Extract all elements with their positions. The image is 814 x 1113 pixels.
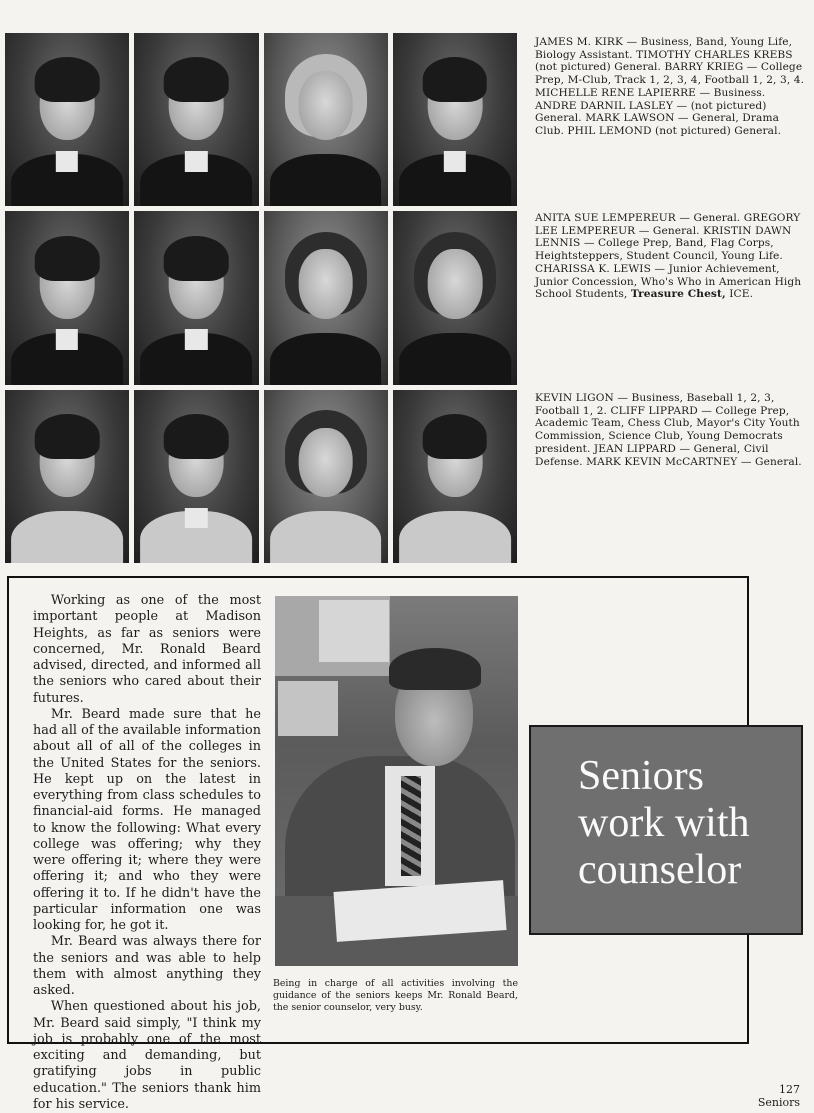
counselor-photo bbox=[275, 596, 518, 966]
caption-row-2-text: ANITA SUE LEMPEREUR — General. GREGORY LEE LEMPEREUR — General. KRISTIN DAWN LENNIS — College Prep, Band, Flag Corps, Heightsteppers, Student Council, Young Life. CHARISSA K. LEWIS — Junior Achievement, Junior Concession, Who's Who in American High School Students, bbox=[535, 212, 802, 301]
portrait-photo bbox=[134, 390, 258, 563]
portrait-photo bbox=[264, 390, 388, 563]
portrait-photo bbox=[264, 33, 388, 206]
portrait-photo bbox=[393, 33, 517, 206]
headline-box bbox=[529, 725, 803, 935]
caption-row-2-bold: Treasure Chest, bbox=[630, 288, 726, 301]
article-paragraph: Working as one of the most important people at Madison Heights, as far as seniors were concerned, Mr. Ronald Beard advised, directed, and informed all the seniors who cared about their futures. bbox=[33, 593, 261, 706]
senior-portrait-grid bbox=[5, 33, 517, 563]
portrait-photo bbox=[393, 390, 517, 563]
article-paragraph: Mr. Beard made sure that he had all of the available information about all of all of the colleges in the United States for the seniors. He kept up on the latest in everything from class schedules to financial-aid forms. He managed to know the following: What every college was offering; why they were offering it; where they were offering it; and who they were offering it to. If he didn't have the particular information one was looking for, he got it. bbox=[33, 706, 261, 933]
caption-row-2 bbox=[535, 212, 805, 301]
portrait-photo bbox=[134, 211, 258, 384]
portrait-photo bbox=[393, 211, 517, 384]
caption-row-3: KEVIN LIGON — Business, Baseball 1, 2, 3, Football 1, 2. CLIFF LIPPARD — College Prep, Academic Team, Chess Club, Mayor's City Youth Commission, Science Club, Young Democrats president. JEAN LIPPARD — General, Civil Defense. MARK KEVIN McCARTNEY — General. bbox=[535, 392, 802, 468]
headline: Seniors work with counselor bbox=[578, 753, 750, 894]
caption-row-2-end: ICE. bbox=[725, 288, 754, 301]
photo-caption: Being in charge of all activities involving the guidance of the seniors keeps Mr. Ronald Beard, the senior counselor, very busy. bbox=[273, 978, 518, 1014]
article-paragraph: When questioned about his job, Mr. Beard said simply, "I think my job is probably one of the most exciting and demanding, but gratifying jobs in public education." The seniors thank him for his service. bbox=[33, 999, 261, 1112]
caption-row-1: JAMES M. KIRK — Business, Band, Young Life, Biology Assistant. TIMOTHY CHARLES KREBS (not pictured) General. BARRY KRIEG — College Prep, M-Club, Track 1, 2, 3, 4, Football 1, 2, 3, 4. MICHELLE RENE LAPIERRE — Business. ANDRE DARNIL LASLEY — (not pictured) General. MARK LAWSON — General, Drama Club. PHIL LEMOND (not pictured) General. bbox=[535, 36, 805, 137]
portrait-photo bbox=[134, 33, 258, 206]
page-number: 127 bbox=[779, 1083, 800, 1096]
portrait-photo bbox=[5, 211, 129, 384]
portrait-photo bbox=[264, 211, 388, 384]
page-folio bbox=[758, 1084, 800, 1109]
article-body bbox=[33, 593, 261, 1113]
article-paragraph: Mr. Beard was always there for the seniors and was able to help them with almost anything they asked. bbox=[33, 934, 261, 998]
section-name: Seniors bbox=[757, 1095, 800, 1109]
portrait-photo bbox=[5, 390, 129, 563]
portrait-photo bbox=[5, 33, 129, 206]
